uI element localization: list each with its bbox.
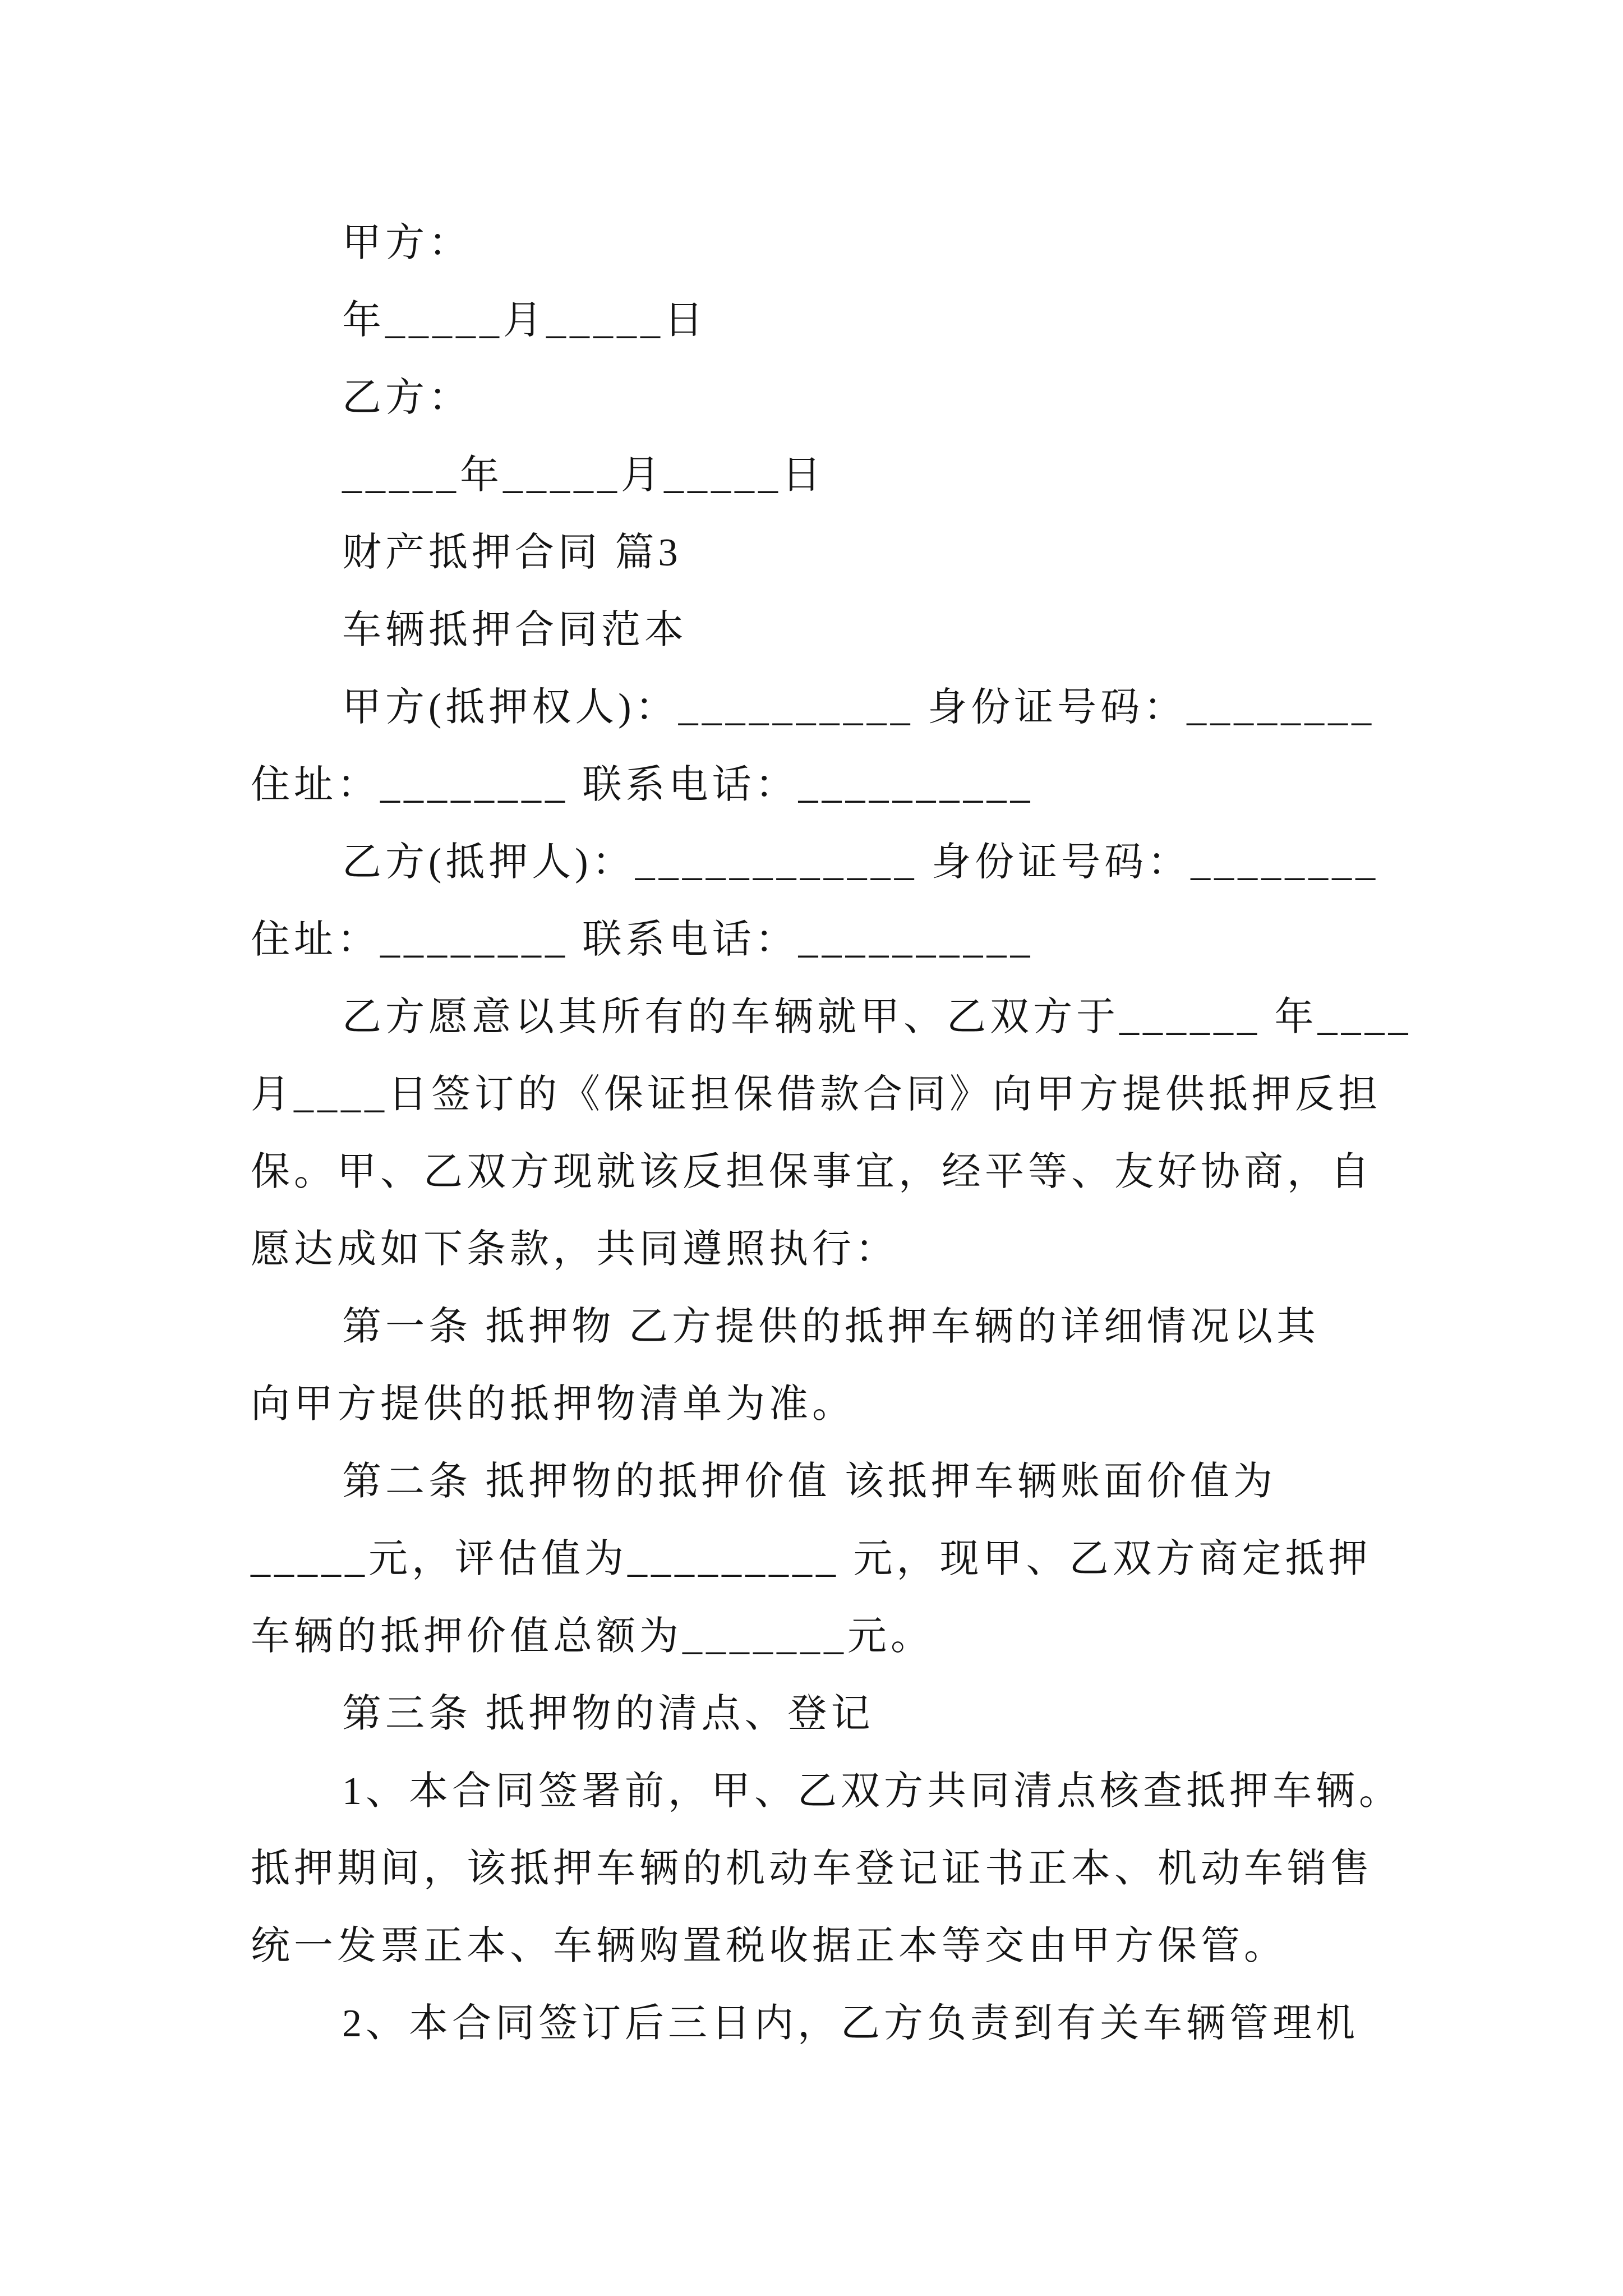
party-a-signature-label: 甲方： <box>342 222 472 265</box>
contract-header <box>251 514 1484 669</box>
article-3-item-1-line: 1、本合同签署前，甲、乙双方共同清点核查抵押车辆。 <box>342 1770 1402 1813</box>
contract-title: 车辆抵押合同范本 <box>342 609 688 652</box>
signature-block <box>251 205 1484 514</box>
article-1 <box>251 1289 1484 1443</box>
article-1-line: 第一条 抵押物 乙方提供的抵押车辆的详细情况以其 <box>342 1305 1320 1349</box>
preamble-line: 月____日签订的《保证担保借款合同》向甲方提供抵押反担 <box>251 1073 1381 1116</box>
article-3-item-2-line: 2、本合同签订后三日内，乙方负责到有关车辆管理机 <box>342 2002 1359 2045</box>
party-b-info-line: 乙方(抵押人)：____________ 身份证号码：________ <box>342 841 1380 884</box>
party-b-signature-date: _____年_____月_____日 <box>342 454 825 497</box>
article-3 <box>251 1676 1484 2063</box>
party-a-contact-line: 住址：________ 联系电话：__________ <box>251 763 1034 807</box>
party-a-signature-date: 年_____月_____日 <box>342 299 707 342</box>
preamble-paragraph <box>251 979 1484 1289</box>
preamble-line: 乙方愿意以其所有的车辆就甲、乙双方于______ 年____ <box>342 996 1412 1039</box>
preamble-line: 保。甲、乙双方现就该反担保事宜，经平等、友好协商，自 <box>251 1151 1373 1194</box>
article-1-line: 向甲方提供的抵押物清单为准。 <box>251 1383 855 1426</box>
party-info <box>251 669 1484 979</box>
article-2 <box>251 1443 1484 1676</box>
party-a-info-line: 甲方(抵押权人)：__________ 身份证号码：________ <box>342 686 1376 729</box>
document-body <box>251 205 1484 2063</box>
article-3-item-1-line: 抵押期间，该抵押车辆的机动车登记证书正本、机动车销售 <box>251 1847 1373 1890</box>
article-3-item-1-line: 统一发票正本、车辆购置税收据正本等交由甲方保管。 <box>251 1925 1287 1968</box>
party-b-signature-label: 乙方： <box>342 376 472 420</box>
article-2-line: _____元，评估值为_________ 元，现甲、乙双方商定抵押 <box>251 1538 1372 1581</box>
party-b-contact-line: 住址：________ 联系电话：__________ <box>251 918 1034 961</box>
article-2-line: 车辆的抵押价值总额为_______元。 <box>251 1615 934 1658</box>
section-heading: 财产抵押合同 篇3 <box>342 531 682 574</box>
preamble-line: 愿达成如下条款，共同遵照执行： <box>251 1228 898 1271</box>
article-2-line: 第二条 抵押物的抵押价值 该抵押车辆账面价值为 <box>342 1460 1276 1503</box>
article-3-heading: 第三条 抵押物的清点、登记 <box>342 1692 874 1736</box>
